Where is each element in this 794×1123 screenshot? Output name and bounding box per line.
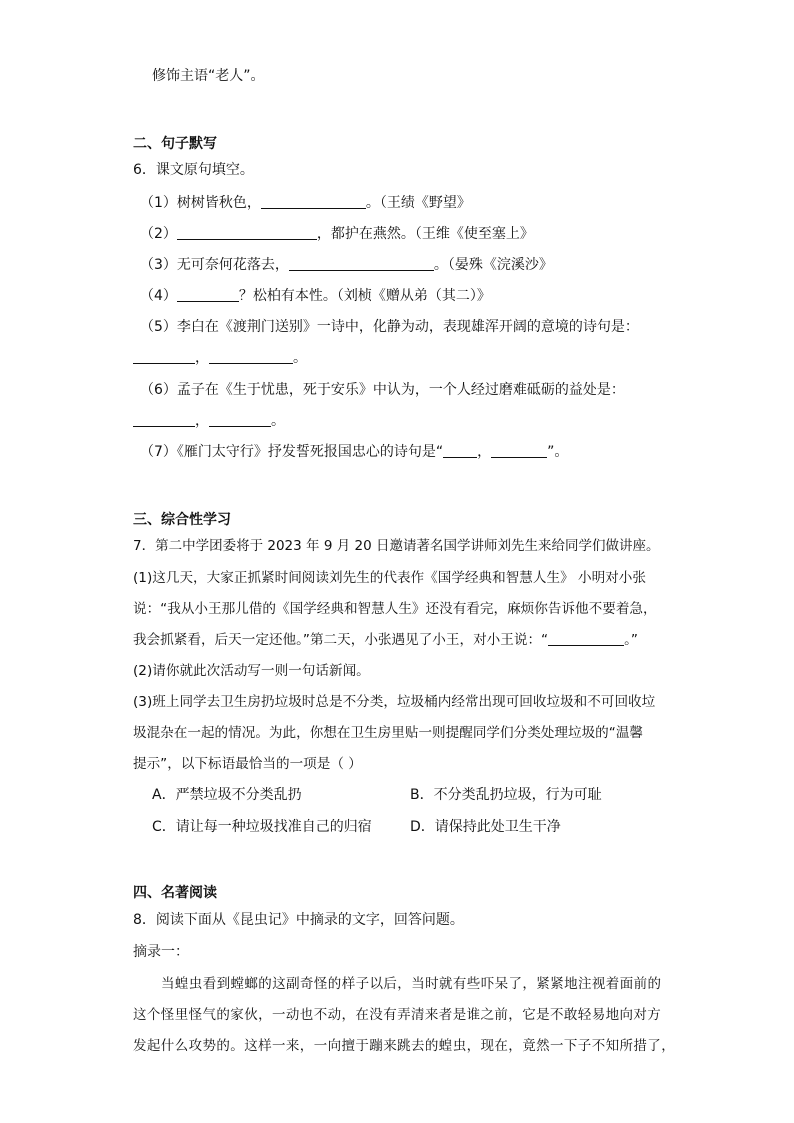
section-heading-2: 二、句子默写 bbox=[133, 136, 217, 152]
item-6-3 bbox=[140, 255, 553, 275]
item-text: 。” bbox=[624, 632, 638, 648]
option-c[interactable]: C．请让每一种垃圾找准自己的归宿 bbox=[152, 819, 372, 835]
item-text: （2） bbox=[140, 226, 177, 242]
excerpt-label: 摘录一： bbox=[133, 944, 189, 960]
answer-blank[interactable] bbox=[133, 412, 195, 427]
item-text: ？松柏有本性。（刘桢《赠从弟（其二）》 bbox=[238, 288, 491, 304]
item-text: ，都护在燕然。（王维《使至塞上》 bbox=[316, 226, 534, 242]
q7-part3-line1: (3)班上同学去卫生房扔垃圾时总是不分类，垃圾桶内经常出现可回收垃圾和不可回收垃 bbox=[133, 694, 656, 710]
item-6-6: （6）孟子在《生于忧患，死于安乐》中认为，一个人经过磨难砥砺的益处是： bbox=[140, 382, 625, 398]
excerpt-line-1: 当蝗虫看到螳螂的这副奇怪的样子以后，当时就有些吓呆了，紧紧地注视着面前的 bbox=[161, 976, 662, 992]
excerpt-line-2: 这个怪里怪气的家伙，一动也不动，在没有弄清来者是谁之前，它是不敢轻易地向对方 bbox=[133, 1007, 662, 1023]
item-text: （4） bbox=[140, 288, 177, 304]
item-6-5-blanks bbox=[133, 348, 307, 368]
q7-part1-line2: 说：“我从小王那儿借的《国学经典和智慧人生》还没有看完，麻烦你告诉他不要着急， bbox=[133, 601, 657, 617]
answer-blank[interactable] bbox=[289, 256, 434, 271]
question-6: 6．课文原句填空。 bbox=[133, 162, 254, 178]
option-b[interactable]: B．不分类乱扔垃圾，行为可耻 bbox=[410, 787, 602, 803]
item-text: ， bbox=[195, 413, 209, 429]
item-text: （7）《雁门太守行》抒发誓死报国忠心的诗句是“ bbox=[140, 444, 444, 460]
answer-blank[interactable] bbox=[261, 194, 366, 209]
answer-blank[interactable] bbox=[443, 443, 477, 458]
section-heading-4: 四、名著阅读 bbox=[133, 885, 217, 901]
answer-blank[interactable] bbox=[177, 225, 317, 240]
answer-blank[interactable] bbox=[177, 287, 239, 302]
item-text: 。 bbox=[293, 350, 307, 366]
section-heading-3: 三、综合性学习 bbox=[133, 512, 231, 528]
answer-blank[interactable] bbox=[209, 349, 293, 364]
item-text: ， bbox=[477, 444, 492, 460]
item-6-7 bbox=[140, 442, 568, 462]
item-6-5: （5）李白在《渡荆门送别》一诗中，化静为动，表现雄浑开阔的意境的诗句是： bbox=[140, 319, 639, 335]
q7-part3-line3: 提示”，以下标语最恰当的一项是（ ） bbox=[133, 756, 362, 772]
item-text: ”。 bbox=[547, 444, 569, 460]
item-6-6-blanks bbox=[133, 411, 285, 431]
item-6-1 bbox=[140, 193, 471, 213]
item-text: 。 bbox=[271, 413, 285, 429]
q7-part2: (2)请你就此次活动写一则一句话新闻。 bbox=[133, 663, 370, 679]
question-8: 8．阅读下面从《昆虫记》中摘录的文字，回答问题。 bbox=[133, 912, 464, 928]
item-text: ， bbox=[195, 350, 209, 366]
q7-part3-line2: 圾混杂在一起的情况。为此，你想在卫生房里贴一则提醒同学们分类处理垃圾的“温馨 bbox=[133, 725, 644, 741]
q7-part1-line1: (1)这几天，大家正抓紧时间阅读刘先生的代表作《国学经典和智慧人生》 小明对小张 bbox=[133, 570, 646, 586]
answer-blank[interactable] bbox=[491, 443, 547, 458]
excerpt-line-3: 发起什么攻势的。这样一来，一向擅于蹦来跳去的蝗虫，现在，竟然一下子不知所措了， bbox=[133, 1038, 676, 1054]
item-6-4 bbox=[140, 286, 491, 306]
option-d[interactable]: D．请保持此处卫生干净 bbox=[410, 819, 561, 835]
answer-blank[interactable] bbox=[548, 631, 624, 646]
q7-part1-line3 bbox=[133, 630, 638, 650]
item-text: 我会抓紧看，后天一定还他。”第二天，小张遇见了小王，对小王说：“ bbox=[133, 632, 549, 648]
item-text: （1）树树皆秋色， bbox=[140, 195, 261, 211]
item-6-2 bbox=[140, 224, 534, 244]
answer-blank[interactable] bbox=[133, 349, 195, 364]
question-7: 7．第二中学团委将于 2023 年 9 月 20 日邀请著名国学讲师刘先生来给同学们做讲座。 bbox=[133, 538, 660, 554]
option-a[interactable]: A．严禁垃圾不分类乱扔 bbox=[152, 787, 302, 803]
top-line: 修饰主语“老人”。 bbox=[152, 68, 265, 84]
item-text: （3）无可奈何花落去， bbox=[140, 257, 289, 273]
answer-blank[interactable] bbox=[209, 412, 271, 427]
item-text: 。（王绩《野望》 bbox=[365, 195, 471, 211]
item-text: 。（晏殊《浣溪沙》 bbox=[433, 257, 553, 273]
